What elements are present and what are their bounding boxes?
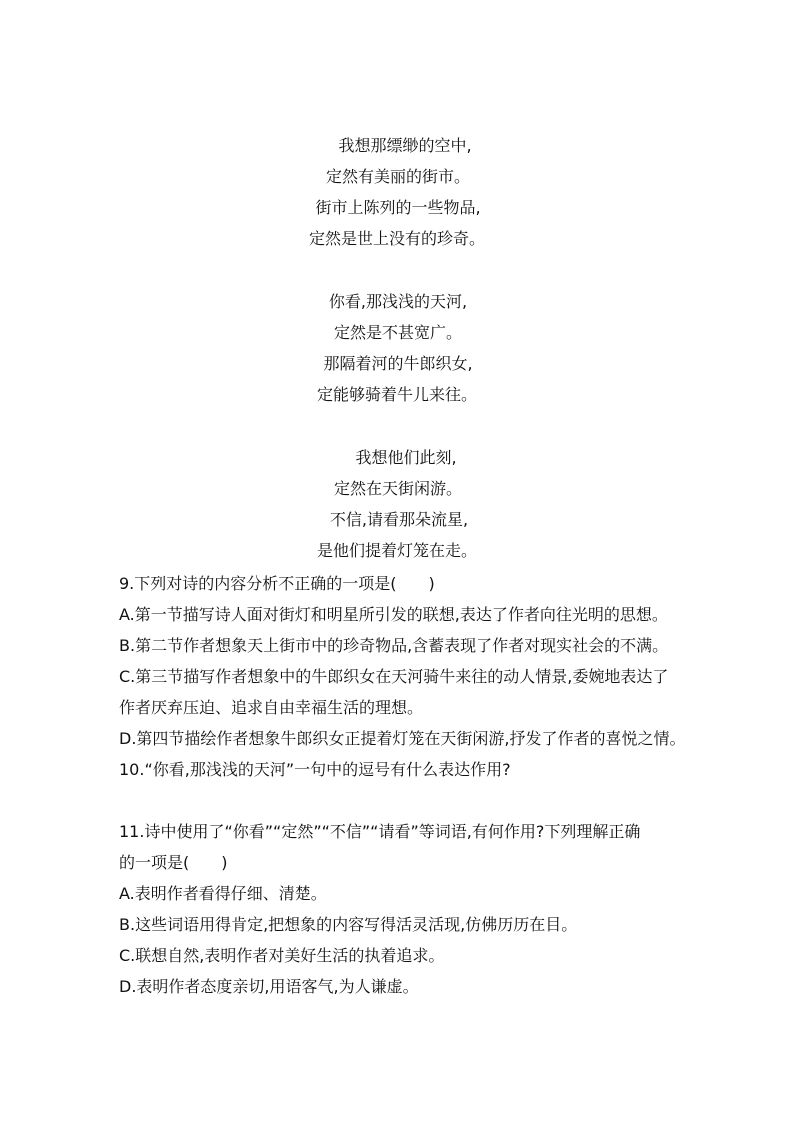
question-9-option-d: D.第四节描绘作者想象牛郎织女正提着灯笼在天街闲游,抒发了作者的喜悦之情。 xyxy=(119,729,686,748)
question-11-option-a: A.表明作者看得仔细、清楚。 xyxy=(119,884,327,903)
poem-line: 定然有美丽的街市。 xyxy=(325,167,470,186)
poem-line: 是他们提着灯笼在走。 xyxy=(316,541,477,560)
poem-line: 定然是不甚宽广。 xyxy=(333,323,462,342)
question-9-option-b: B.第二节作者想象天上街市中的珍奇物品,含蓄表现了作者对现实社会的不满。 xyxy=(119,636,669,655)
question-11-option-b: B.这些词语用得肯定,把想象的内容写得活灵活现,仿佛历历在目。 xyxy=(119,915,578,934)
question-section xyxy=(119,568,689,1002)
question-9-option-a: A.第一节描写诗人面对街灯和明星所引发的联想,表达了作者向往光明的思想。 xyxy=(119,605,668,624)
question-9-option-c: C.第三节描写作者想象中的牛郎织女在天河骑牛来往的动人情景,委婉地表达了 xyxy=(119,667,669,686)
poem-line: 那隔着河的牛郎织女, xyxy=(323,354,473,373)
question-11-stem-continued: 的一项是( ) xyxy=(119,853,228,872)
question-11-option-c: C.联想自然,表明作者对美好生活的执着追求。 xyxy=(119,946,445,965)
question-11-option-d: D.表明作者态度亲切,用语客气,为人谦虚。 xyxy=(119,977,419,996)
question-9-stem: 9.下列对诗的内容分析不正确的一项是( ) xyxy=(119,574,435,593)
poem-stanza-2 xyxy=(0,286,794,410)
answer-space xyxy=(119,785,689,816)
poem-stanza-1 xyxy=(0,130,794,254)
poem-line: 定能够骑着牛儿来往。 xyxy=(316,385,477,404)
poem-line: 街市上陈列的一些物品, xyxy=(315,198,481,217)
question-9-option-c-continued: 作者厌弃压迫、追求自由幸福生活的理想。 xyxy=(119,698,424,717)
poem-line: 不信,请看那朵流星, xyxy=(329,510,469,529)
poem-line: 定然在天街闲游。 xyxy=(333,479,462,498)
poem-stanza-3 xyxy=(0,442,794,566)
question-10-stem: 10.“你看,那浅浅的天河”一句中的逗号有什么表达作用? xyxy=(119,760,511,779)
question-11-stem: 11.诗中使用了“你看”“定然”“不信”“请看”等词语,有何作用?下列理解正确 xyxy=(119,822,641,841)
poem-line: 我想那缥缈的空中, xyxy=(338,136,472,155)
poem-line: 我想他们此刻, xyxy=(355,448,457,467)
poem-line: 定然是世上没有的珍奇。 xyxy=(308,229,485,248)
poem-line: 你看,那浅浅的天河, xyxy=(328,292,468,311)
